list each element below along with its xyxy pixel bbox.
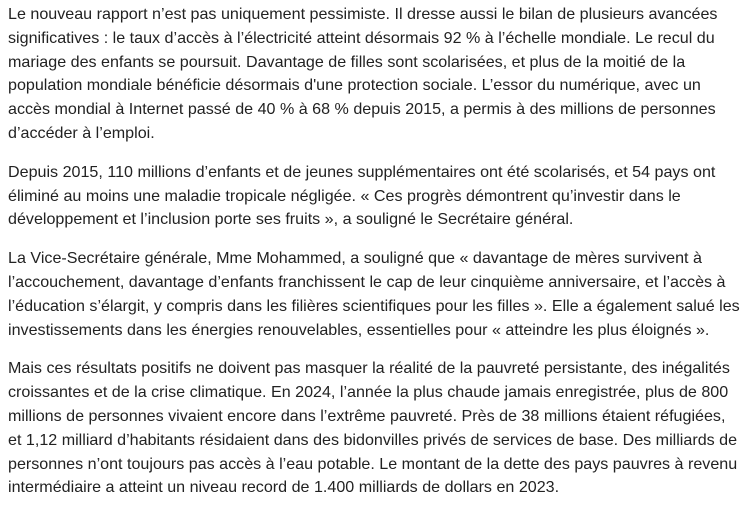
text-line: investissements dans les énergies renouvelables, essentielles pour « atteindre les plus éloignés ». bbox=[8, 320, 710, 339]
text-line: intermédiaire a atteint un niveau record de 1.400 milliards de dollars en 2023. bbox=[8, 478, 560, 497]
text-line: Le nouveau rapport n’est pas uniquement pessimiste. Il dresse aussi le bilan de plusieurs avancées bbox=[8, 5, 718, 23]
text-line: éliminé au moins une maladie tropicale négligée. « Ces progrès démontrent qu’investir dans le bbox=[8, 186, 681, 205]
text-line: l’éducation s’élargit, y compris dans les filières scientifiques pour les filles ». Elle a également salué les bbox=[8, 296, 740, 315]
text-line: l’accouchement, davantage d’enfants franchissent le cap de leur cinquième anniversaire, et l’accès à bbox=[8, 272, 726, 291]
text-line: personnes n’ont toujours pas accès à l’eau potable. Le montant de la dette des pays pauvres à revenu bbox=[8, 454, 738, 473]
article-body bbox=[8, 3, 741, 500]
text-line: croissantes et de la crise climatique. En 2024, l’année la plus chaude jamais enregistrée, plus de 800 bbox=[8, 383, 729, 402]
text-line: Mais ces résultats positifs ne doivent pas masquer la réalité de la pauvreté persistante, des inégalités bbox=[8, 359, 730, 378]
text-line: La Vice-Secrétaire générale, Mme Mohammed, a souligné que « davantage de mères survivent à bbox=[8, 249, 702, 268]
text-line: développement et l’inclusion porte ses fruits », a souligné le Secrétaire général. bbox=[8, 210, 574, 229]
article-paragraph bbox=[8, 3, 741, 146]
article-paragraph bbox=[8, 161, 741, 232]
text-line: Depuis 2015, 110 millions d’enfants et de jeunes supplémentaires ont été scolarisés, et 54 pays ont bbox=[8, 162, 716, 181]
text-line: significatives : le taux d’accès à l’électricité atteint désormais 92 % à l’échelle mondiale. Le recul du bbox=[8, 28, 715, 47]
article-paragraph bbox=[8, 357, 741, 500]
text-line: accès mondial à Internet passé de 40 % à 68 % depuis 2015, a permis à des millions de personnes bbox=[8, 100, 716, 119]
text-line: et 1,12 milliard d’habitants résidaient dans des bidonvilles privés de services de base. Des milliards de bbox=[8, 430, 738, 449]
text-line: population mondiale bénéficie désormais d'une protection sociale. L’essor du numérique, avec un bbox=[8, 76, 701, 95]
text-line: millions de personnes vivaient encore dans l’extrême pauvreté. Près de 38 millions étaient réfugiées, bbox=[8, 406, 726, 425]
text-line: d’accéder à l’emploi. bbox=[8, 123, 155, 142]
text-line: mariage des enfants se poursuit. Davantage de filles sont scolarisées, et plus de la moitié de la bbox=[8, 52, 686, 71]
article-paragraph bbox=[8, 247, 741, 342]
